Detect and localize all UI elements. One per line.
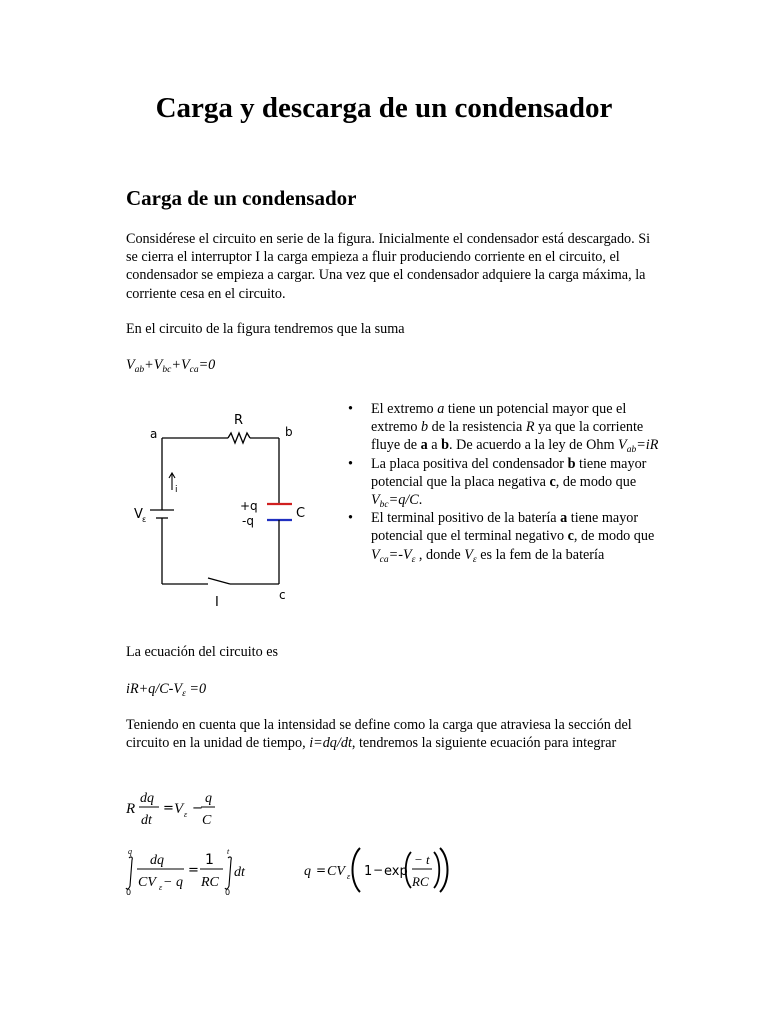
svg-text:q: q [205, 791, 212, 806]
plus-q-label: +q [240, 499, 258, 513]
bullet-item: • La placa positiva del condensador b tiene mayor potencial que la placa negativa c, de modo que $V_{bc}=q/C$. [346, 455, 666, 510]
svg-text:t: t [227, 847, 230, 856]
svg-text:ε: ε [159, 883, 163, 892]
svg-text:CV: CV [327, 864, 345, 879]
page-title: Carga y descarga de un condensador [155, 92, 613, 124]
svg-text:CV: CV [138, 875, 156, 890]
svg-text:0: 0 [225, 888, 231, 896]
resistor-label: R [234, 413, 244, 428]
sum-sentence: En el circuito de la figura tendremos que la suma [126, 321, 405, 337]
svg-text:V: V [174, 801, 184, 817]
svg-text:RC: RC [412, 874, 429, 889]
section-heading: Carga de un condensador [126, 186, 357, 210]
svg-text:=: = [188, 863, 199, 878]
svg-text:dt: dt [234, 865, 245, 880]
svg-text:R: R [126, 801, 136, 817]
formula-integral [122, 844, 262, 896]
resistor-symbol [228, 433, 250, 443]
bullet-item: • El terminal positivo de la batería a tiene mayor potencial que el terminal negativo c, de modo que $V_{ca}=-V_\varepsilon$ , donde $V_\varepsilon$ es la fem de la batería [346, 509, 666, 564]
svg-text:− t: − t [414, 852, 430, 867]
capacitor-label: C [296, 506, 306, 521]
minus-q-label: -q [242, 514, 254, 528]
svg-text:q: q [128, 847, 132, 856]
svg-text:C: C [202, 813, 212, 828]
battery-subscript: ε [142, 515, 147, 524]
node-c-label: c [279, 588, 286, 602]
bullet-item: • El extremo a tiene un potencial mayor que el extremo b de la resistencia R ya que la corriente fluye de a a b. De acuerdo a la ley de Ohm $V_{ab}=iR$ [346, 400, 666, 455]
svg-text:=: = [163, 801, 174, 816]
svg-text:q: q [304, 864, 311, 879]
svg-text:RC: RC [201, 875, 219, 890]
svg-text:dq: dq [150, 853, 164, 868]
switch-label: I [215, 595, 219, 610]
svg-text:ε: ε [184, 810, 188, 819]
svg-text:dq: dq [140, 791, 154, 806]
svg-text:1: 1 [364, 864, 373, 879]
integrate-paragraph: Teniendo en cuenta que la intensidad se define como la carga que atraviesa la sección del circuito en la unidad de tiempo, i=dq/dt, tendremos la siguiente ecuación para integrar [126, 717, 632, 752]
equation-sum: $V_{ab}+V_{bc}+V_{ca}=0$ [126, 357, 216, 375]
svg-text:−: − [192, 801, 203, 816]
switch-symbol [208, 578, 230, 584]
formula-solution [302, 844, 452, 896]
potential-bullets [346, 400, 666, 564]
svg-text:−: − [373, 863, 384, 877]
circuit-diagram [126, 400, 326, 615]
battery-label: V [134, 507, 143, 522]
svg-text:=: = [316, 863, 327, 877]
svg-text:ε: ε [347, 872, 351, 881]
circuit-equation-sentence: La ecuación del circuito es [126, 644, 279, 660]
svg-text:0: 0 [126, 888, 132, 896]
node-b-label: b [285, 425, 293, 439]
svg-text:dt: dt [141, 813, 152, 828]
node-a-label: a [150, 427, 158, 441]
equation-circuit: $iR+q/C-V_\varepsilon =0$ [126, 681, 207, 699]
svg-text:exp: exp [384, 864, 408, 879]
svg-text:− q: − q [163, 875, 183, 890]
svg-text:1: 1 [205, 852, 214, 868]
intro-paragraph: Considérese el circuito en serie de la figura. Inicialmente el condensador está descargado. Si se cierra el interruptor I la carga empieza a fluir produciendo corriente en el circuito, el condensador se empieza a cargar. Una vez que el condensador adquiere la carga máxima, la corriente cesa en el circuito. [126, 231, 651, 302]
current-label: i [175, 485, 178, 495]
formula-differential [124, 784, 244, 834]
